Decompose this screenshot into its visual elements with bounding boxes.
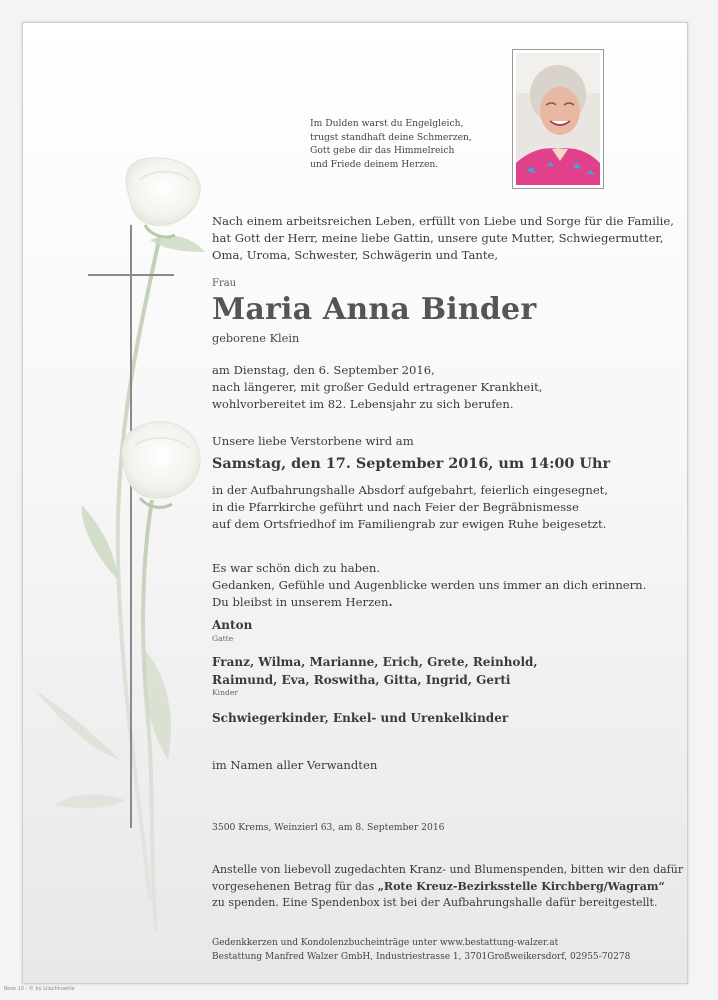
extended-family: Schwiegerkinder, Enkel- und Urenkelkinder [212,711,509,725]
farewell-text [212,560,652,611]
farewell-line: Es war schön dich zu haben. [212,561,381,575]
farewell-line-end: . [388,595,393,609]
on-behalf-text: im Namen aller Verwandten [212,758,378,772]
funeral-line: auf dem Ortsfriedhof im Familiengrab zur ewigen Ruhe beigesetzt. [212,517,607,531]
death-line: wohlvorbereitet im 82. Lebensjahr zu sich berufen. [212,397,514,411]
poem-line: Im Dulden warst du Engelgleich, [310,118,464,129]
children-names [212,653,538,689]
funeral-date: Samstag, den 17. September 2016, um 14:00 Uhr [212,455,611,472]
donation-line [212,879,665,896]
poem-line: und Friede deinem Herzen. [310,158,439,170]
image-credit: Rose 10 - © by Lilachhoehle [4,986,75,992]
funeral-details [212,482,652,533]
farewell-line-text: Du bleibst in unserem Herzen [212,595,389,609]
funeral-line: in die Pfarrkirche geführt und nach Feier der Begräbnismesse [212,500,579,514]
donation-line: zu spenden. Eine Spendenbox ist bei der Aufbahrungshalle dafür bereitgestellt. [212,896,658,909]
funeral-lead: Unsere liebe Verstorbene wird am [212,434,414,448]
farewell-line: Gedanken, Gefühle und Augenblicke werden uns immer an dich erinnern. [212,578,647,592]
death-line: nach längerer, mit großer Geduld ertragener Krankheit, [212,380,543,394]
children-line: Raimund, Eva, Roswitha, Gitta, Ingrid, Gerti [212,673,511,687]
place-date: 3500 Krems, Weinzierl 63, am 8. September 2016 [212,822,445,833]
farewell-line [212,594,652,611]
portrait-photo [512,49,604,189]
portrait-image [516,53,600,185]
deceased-name: Maria Anna Binder [212,292,537,327]
children-line: Franz, Wilma, Marianne, Erich, Grete, Reinhold, [212,655,538,669]
children-role: Kinder [212,688,238,697]
donation-line: Anstelle von liebevoll zugedachten Kranz- und Blumenspenden, bitten wir den dafür [212,863,684,876]
title-prefix: Frau [212,278,237,289]
footer-contact [212,936,662,964]
intro-text [212,213,674,264]
spouse-role: Gatte [212,634,234,643]
donation-notice [212,862,684,912]
intro-line: Oma, Uroma, Schwester, Schwägerin und Tante, [212,248,499,262]
memorial-poem [310,117,500,171]
poem-line: trugst standhaft deine Schmerzen, [310,131,472,143]
maiden-name: geborene Klein [212,332,300,345]
intro-line: Nach einem arbeitsreichen Leben, erfüllt von Liebe und Sorge für die Familie, [212,214,674,228]
spouse-name: Anton [212,618,253,632]
footer-line: Bestattung Manfred Walzer GmbH, Industriestrasse 1, 3701Großweikersdorf, 02955-70278 [212,952,631,962]
poem-line: Gott gebe dir das Himmelreich [310,145,455,157]
donation-recipient: „Rote Kreuz-Bezirksstelle Kirchberg/Wagram“ [377,879,665,893]
funeral-line: in der Aufbahrungshalle Absdorf aufgebahrt, feierlich eingesegnet, [212,483,609,497]
footer-line: Gedenkkerzen und Kondolenzbucheinträge unter www.bestattung-walzer.at [212,938,559,948]
death-notice [212,362,652,413]
intro-line: hat Gott der Herr, meine liebe Gattin, unsere gute Mutter, Schwiegermutter, [212,231,664,245]
donation-line-pre: vorgesehenen Betrag für das [212,879,378,893]
death-line: am Dienstag, den 6. September 2016, [212,363,435,377]
